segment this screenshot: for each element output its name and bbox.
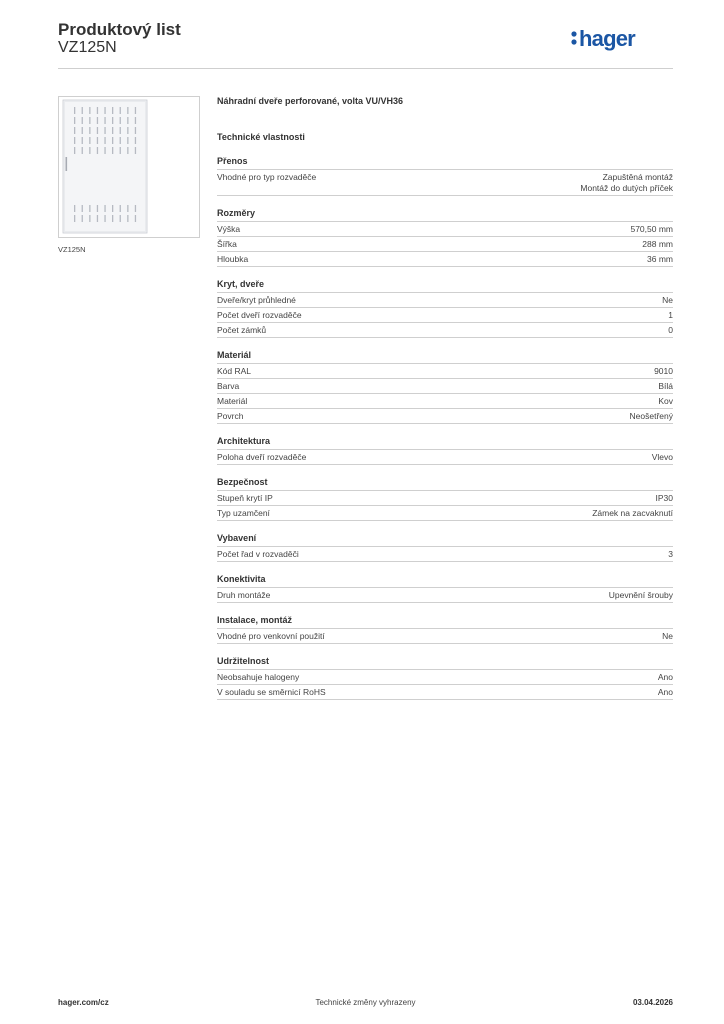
spec-row (217, 491, 673, 506)
spec-label: Typ uzamčení (217, 508, 270, 518)
section-title: Udržitelnost (217, 656, 673, 670)
spec-values (668, 549, 673, 560)
spec-value: Ne (662, 295, 673, 305)
header-divider (58, 68, 673, 69)
section-title: Rozměry (217, 208, 673, 222)
spec-value: 288 mm (642, 239, 673, 249)
spec-values (652, 452, 673, 463)
section-title: Materiál (217, 350, 673, 364)
spec-row (217, 252, 673, 267)
spec-section (217, 279, 673, 338)
spec-value: 3 (668, 549, 673, 559)
spec-row (217, 670, 673, 685)
spec-row (217, 308, 673, 323)
spec-section (217, 533, 673, 562)
spec-row (217, 547, 673, 562)
page-header (58, 20, 673, 68)
spec-value: 570,50 mm (630, 224, 673, 234)
spec-values (668, 310, 673, 321)
spec-values (658, 396, 673, 407)
spec-values (630, 224, 673, 235)
section-title: Instalace, montáž (217, 615, 673, 629)
spec-row (217, 450, 673, 465)
spec-value: Vlevo (651, 452, 673, 462)
spec-row (217, 293, 673, 308)
spec-value: Zámek na zacvaknutí (592, 508, 673, 518)
spec-row (217, 323, 673, 338)
spec-values (658, 381, 673, 392)
spec-row (217, 394, 673, 409)
spec-row (217, 629, 673, 644)
spec-row (217, 222, 673, 237)
spec-row (217, 170, 673, 196)
footer-disclaimer: Technické změny vyhrazeny (315, 998, 416, 1007)
page-title: Produktový list (58, 20, 181, 39)
spec-row (217, 588, 673, 603)
spec-row (217, 379, 673, 394)
spec-values (580, 172, 673, 194)
page-footer (58, 998, 673, 1010)
spec-label: V souladu se směrnicí RoHS (217, 687, 326, 697)
spec-value: Ano (657, 687, 673, 697)
spec-row (217, 409, 673, 424)
spec-value: Ne (662, 631, 673, 641)
spec-label: Vhodné pro typ rozvaděče (217, 172, 317, 182)
spec-section (217, 615, 673, 644)
spec-values (647, 254, 673, 265)
spec-label: Materiál (217, 396, 248, 406)
product-details (217, 96, 673, 712)
spec-value: IP30 (655, 493, 673, 503)
spec-values (609, 590, 673, 601)
spec-values (656, 493, 674, 504)
spec-label: Výška (217, 224, 241, 234)
spec-value: Neošetřený (629, 411, 673, 421)
section-title: Konektivita (217, 574, 673, 588)
spec-label: Kód RAL (217, 366, 252, 376)
spec-section (217, 656, 673, 700)
spec-values (630, 411, 673, 422)
spec-value: Upevnění šrouby (608, 590, 673, 600)
spec-section (217, 436, 673, 465)
spec-section (217, 574, 673, 603)
section-title: Kryt, dveře (217, 279, 673, 293)
spec-label: Počet zámků (217, 325, 267, 335)
spec-label: Dveře/kryt průhledné (217, 295, 296, 305)
product-code: VZ125N (58, 39, 117, 56)
spec-values (642, 239, 673, 250)
spec-values (668, 325, 673, 336)
spec-value: 36 mm (647, 254, 673, 264)
spec-value: Kov (658, 396, 673, 406)
spec-label: Počet dveří rozvaděče (217, 310, 302, 320)
footer-website-link[interactable]: hager.com/cz (58, 998, 109, 1007)
spec-values (662, 295, 673, 306)
spec-label: Stupeň krytí IP (217, 493, 273, 503)
spec-label: Poloha dveří rozvaděče (217, 452, 307, 462)
spec-section (217, 156, 673, 196)
spec-value: 9010 (654, 366, 673, 376)
spec-label: Počet řad v rozvaděči (217, 549, 299, 559)
spec-section (217, 477, 673, 521)
section-title: Architektura (217, 436, 673, 450)
spec-values (658, 687, 673, 698)
spec-label: Šířka (217, 239, 237, 249)
spec-row (217, 506, 673, 521)
spec-values (592, 508, 673, 519)
spec-values (662, 631, 673, 642)
section-title: Bezpečnost (217, 477, 673, 491)
spec-row (217, 685, 673, 700)
spec-values (654, 366, 673, 377)
spec-label: Vhodné pro venkovní použití (217, 631, 325, 641)
spec-value: 1 (668, 310, 673, 320)
image-caption: VZ125N (58, 245, 86, 254)
spec-value: Bílá (658, 381, 673, 391)
spec-value: Ano (657, 672, 673, 682)
spec-section (217, 350, 673, 424)
spec-label: Povrch (217, 411, 244, 421)
spec-values (658, 672, 673, 683)
spec-value: Zapuštěná montáž (602, 172, 673, 182)
product-image (58, 96, 200, 238)
spec-row (217, 364, 673, 379)
technical-properties-title: Technické vlastnosti (217, 132, 305, 142)
section-title: Přenos (217, 156, 673, 170)
spec-label: Hloubka (217, 254, 249, 264)
spec-label: Neobsahuje halogeny (217, 672, 300, 682)
spec-label: Druh montáže (217, 590, 271, 600)
hager-logo (569, 25, 673, 55)
spec-row (217, 237, 673, 252)
svg-text:hager: hager (579, 26, 635, 51)
spec-value: Montáž do dutých příček (580, 183, 673, 193)
spec-label: Barva (217, 381, 240, 391)
footer-date: 03.04.2026 (632, 998, 673, 1007)
product-name: Náhradní dveře perforované, volta VU/VH36 (217, 96, 404, 106)
section-title: Vybavení (217, 533, 673, 547)
spec-section (217, 208, 673, 267)
spec-sections (217, 156, 673, 700)
spec-value: 0 (668, 325, 673, 335)
